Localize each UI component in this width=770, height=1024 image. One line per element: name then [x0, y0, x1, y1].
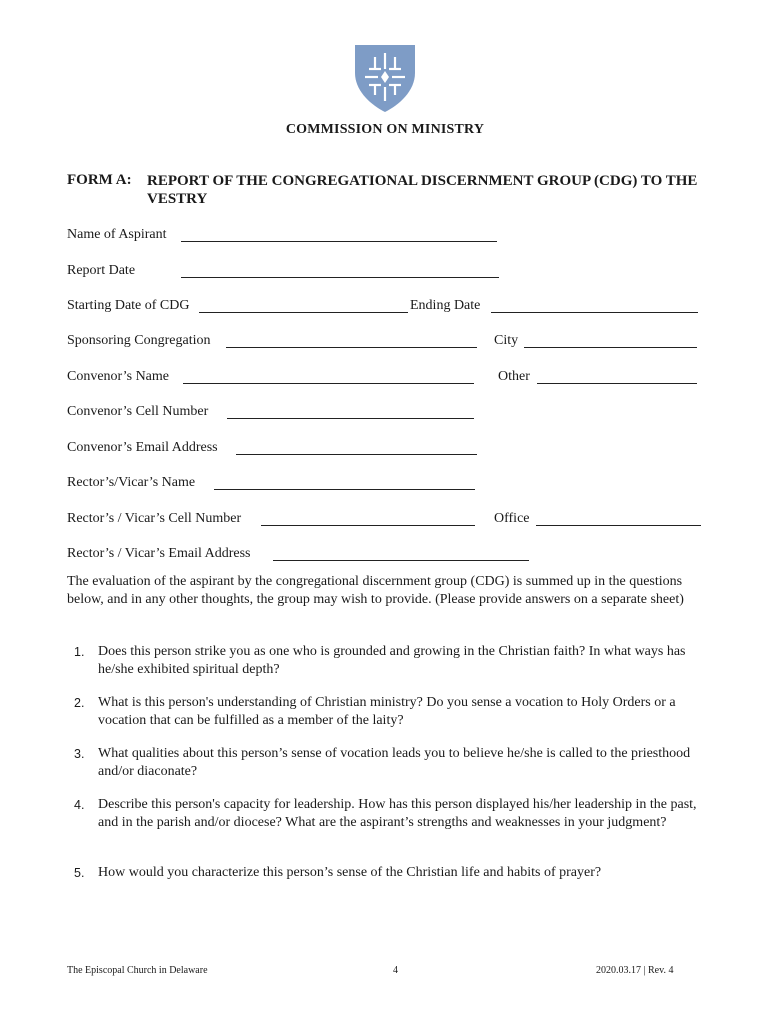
rector-cell-field[interactable] [261, 525, 475, 526]
question-item [67, 864, 717, 882]
rector-name-field[interactable] [214, 489, 475, 490]
rector-cell-label: Rector’s / Vicar’s Cell Number [67, 511, 242, 526]
ending-date-label: Ending Date [410, 298, 481, 313]
question-text: How would you characterize this person’s sense of the Christian life and habits of prayer? [98, 865, 602, 880]
footer-org: The Episcopal Church in Delaware [67, 965, 208, 976]
question-item [67, 745, 717, 781]
convenor-email-row [67, 440, 218, 456]
sponsoring-congregation-label: Sponsoring Congregation [67, 333, 211, 348]
office-row [494, 511, 530, 527]
rector-name-row [67, 475, 195, 491]
convenor-name-field[interactable] [183, 383, 474, 384]
convenor-cell-row [67, 404, 208, 420]
footer-revision: 2020.03.17 | Rev. 4 [596, 965, 674, 976]
convenor-email-field[interactable] [236, 454, 477, 455]
sponsoring-congregation-row [67, 333, 211, 349]
form-title: REPORT OF THE CONGREGATIONAL DISCERNMENT GROUP (CDG) TO THE VESTRY [147, 173, 698, 207]
other-field[interactable] [537, 383, 697, 384]
office-field[interactable] [536, 525, 701, 526]
convenor-name-label: Convenor’s Name [67, 369, 169, 384]
convenor-cell-field[interactable] [227, 418, 474, 419]
city-row [494, 333, 518, 349]
convenor-cell-label: Convenor’s Cell Number [67, 404, 209, 419]
starting-date-row [67, 298, 189, 314]
episcopal-shield-logo [353, 43, 417, 113]
rector-name-label: Rector’s/Vicar’s Name [67, 475, 196, 490]
convenor-name-row [67, 369, 169, 385]
footer-page-number: 4 [393, 965, 398, 976]
city-label: City [494, 333, 519, 348]
question-number: 5. [74, 866, 85, 880]
commission-heading: COMMISSION ON MINISTRY [285, 122, 485, 137]
starting-date-label: Starting Date of CDG [67, 298, 190, 313]
rector-email-field[interactable] [273, 560, 529, 561]
other-row [498, 369, 530, 385]
name-of-aspirant-label: Name of Aspirant [67, 227, 167, 242]
question-number: 2. [74, 696, 85, 710]
question-number: 4. [74, 798, 85, 812]
report-date-row [67, 263, 135, 279]
rector-email-label: Rector’s / Vicar’s Email Address [67, 546, 251, 561]
ending-date-field[interactable] [491, 312, 698, 313]
sponsoring-congregation-field[interactable] [226, 347, 477, 348]
question-item [67, 694, 717, 730]
rector-cell-row [67, 511, 241, 527]
other-label: Other [498, 369, 530, 384]
convenor-email-label: Convenor’s Email Address [67, 440, 218, 455]
intro-paragraph: The evaluation of the aspirant by the congregational discernment group (CDG) is summed up in the questions below, and in any other thoughts, the group may wish to provide. (Please provide answers on a separate sheet) [67, 574, 684, 607]
question-number: 3. [74, 747, 85, 761]
rector-email-row [67, 546, 250, 562]
question-item [67, 643, 717, 679]
office-label: Office [494, 511, 530, 526]
name-of-aspirant-row [67, 227, 167, 243]
question-number: 1. [74, 645, 85, 659]
report-date-label: Report Date [67, 263, 136, 278]
question-text: What is this person's understanding of Christian ministry? Do you sense a vocation to Holy Orders or a vocation that can be fulfilled as a member of the laity? [98, 695, 676, 728]
ending-date-row [410, 298, 480, 314]
city-field[interactable] [524, 347, 697, 348]
question-text: Describe this person's capacity for leadership. How has this person displayed his/her leadership in the past, and in the parish and/or diocese? What are the aspirant’s strengths and weaknesses in your judgment? [98, 797, 697, 830]
question-text: What qualities about this person’s sense of vocation leads you to believe he/she is called to the priesthood and/or diaconate? [98, 746, 691, 779]
question-item [67, 796, 717, 832]
question-text: Does this person strike you as one who is grounded and growing in the Christian faith? In what ways has he/she exhibited spiritual depth? [98, 644, 686, 677]
report-date-field[interactable] [181, 277, 499, 278]
starting-date-field[interactable] [199, 312, 408, 313]
name-of-aspirant-field[interactable] [181, 241, 497, 242]
form-label: FORM A: [67, 172, 132, 188]
